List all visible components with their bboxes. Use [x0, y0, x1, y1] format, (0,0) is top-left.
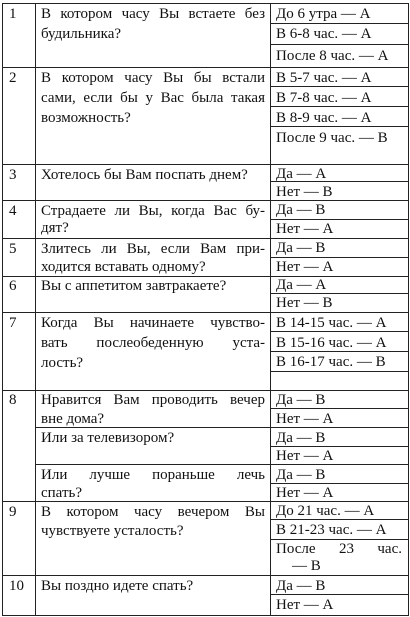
row-number: 5 [9, 241, 17, 257]
table-divider-answer [270, 3, 271, 616]
question-line: Или лучше пораньше лечь [41, 467, 265, 483]
answer-option: В 15-16 час. — А [276, 335, 387, 351]
question-text: Вы с аппетитом завтракаете? [41, 278, 227, 294]
answer-option: Нет — А [276, 221, 334, 237]
answer-option: В 7-8 час. — А [276, 90, 372, 106]
answer-line: После 23 час. [276, 541, 402, 557]
question-text [41, 4, 265, 24]
answer-option: В 5-7 час. — А [276, 70, 372, 86]
answer-option: В 16-17 час. — В [276, 354, 386, 370]
answer-option: В 6-8 час. — А [276, 26, 372, 42]
question-text [41, 239, 265, 259]
table-divider-number [35, 3, 36, 616]
answer-option: Нет — В [276, 295, 333, 311]
answer-separator [270, 44, 409, 45]
answer-option: В 14-15 час. — А [276, 315, 387, 331]
question-text: Хотелось бы Вам поспать днем? [41, 167, 248, 183]
question-text: ходится вставать одному? [41, 259, 206, 275]
question-line: В котором часу Вы встаете без [41, 6, 265, 22]
row-number: 4 [9, 203, 17, 219]
sub-question-text: Или за телевизором? [41, 430, 175, 446]
row-number: 7 [9, 315, 17, 331]
answer-option: Да — В [276, 430, 326, 446]
answer-option: Нет — А [276, 597, 334, 613]
answer-option: Да — В [276, 202, 326, 218]
row-number: 1 [9, 6, 17, 22]
answer-option: Да — В [276, 467, 326, 483]
row-number: 3 [9, 167, 17, 183]
question-line: Нравится Вам проводить вечер [41, 392, 265, 408]
row-number: 2 [9, 70, 17, 86]
answer-option: Нет — А [276, 448, 334, 464]
row-number: 10 [9, 578, 24, 594]
question-line: В котором часу Вы бы встали [41, 70, 265, 86]
question-text [41, 313, 265, 353]
table-border-bottom [2, 615, 409, 616]
row-number: 9 [9, 504, 17, 520]
question-text [41, 201, 265, 221]
question-text: дят? [41, 220, 69, 236]
answer-option: Нет — А [276, 259, 334, 275]
question-text [41, 68, 265, 108]
answer-option: После 8 час. — А [276, 48, 389, 64]
question-line: сами, если бы у Вас была такая [41, 90, 265, 106]
question-line: Когда Вы начинаете чувство- [41, 315, 265, 331]
question-text: будильника? [41, 26, 122, 42]
row-number: 8 [9, 392, 17, 408]
answer-option: Да — А [276, 166, 327, 182]
answer-option: Да — В [276, 240, 326, 256]
answer-option: Да — В [276, 578, 326, 594]
answer-option: В 8-9 час. — А [276, 110, 372, 126]
answer-option: Да — А [276, 277, 327, 293]
answer-option: До 6 утра — А [276, 6, 371, 22]
question-line: Страдаете ли Вы, когда Вас бу- [41, 203, 265, 219]
question-text [41, 390, 265, 410]
sub-question-text: спать? [41, 485, 83, 501]
sub-question-text [41, 465, 265, 485]
question-text [41, 502, 265, 522]
question-line: Злитесь ли Вы, если Вам при- [41, 241, 265, 257]
question-text: лость? [41, 355, 84, 371]
question-text: Вы поздно идете спать? [41, 578, 194, 594]
question-text: возможность? [41, 110, 131, 126]
table-border-left [2, 3, 3, 616]
question-text: чувствуете усталость? [41, 523, 184, 539]
answer-option: — В [292, 558, 321, 574]
answer-option: Нет — А [276, 411, 334, 427]
question-text: вне дома? [41, 411, 105, 427]
answer-option: После 9 час. — В [276, 130, 388, 146]
row-number: 6 [9, 278, 17, 294]
answer-option: В 21-23 час. — А [276, 522, 387, 538]
question-line: В котором часу вечером Вы [41, 504, 265, 520]
table-border-right [408, 3, 409, 616]
answer-option: Нет — В [276, 184, 333, 200]
answer-option: Да — В [276, 392, 326, 408]
question-line: вать послеобеденную уста- [41, 335, 265, 351]
answer-option: До 21 час. — А [276, 503, 375, 519]
answer-option: Нет — А [276, 485, 334, 501]
